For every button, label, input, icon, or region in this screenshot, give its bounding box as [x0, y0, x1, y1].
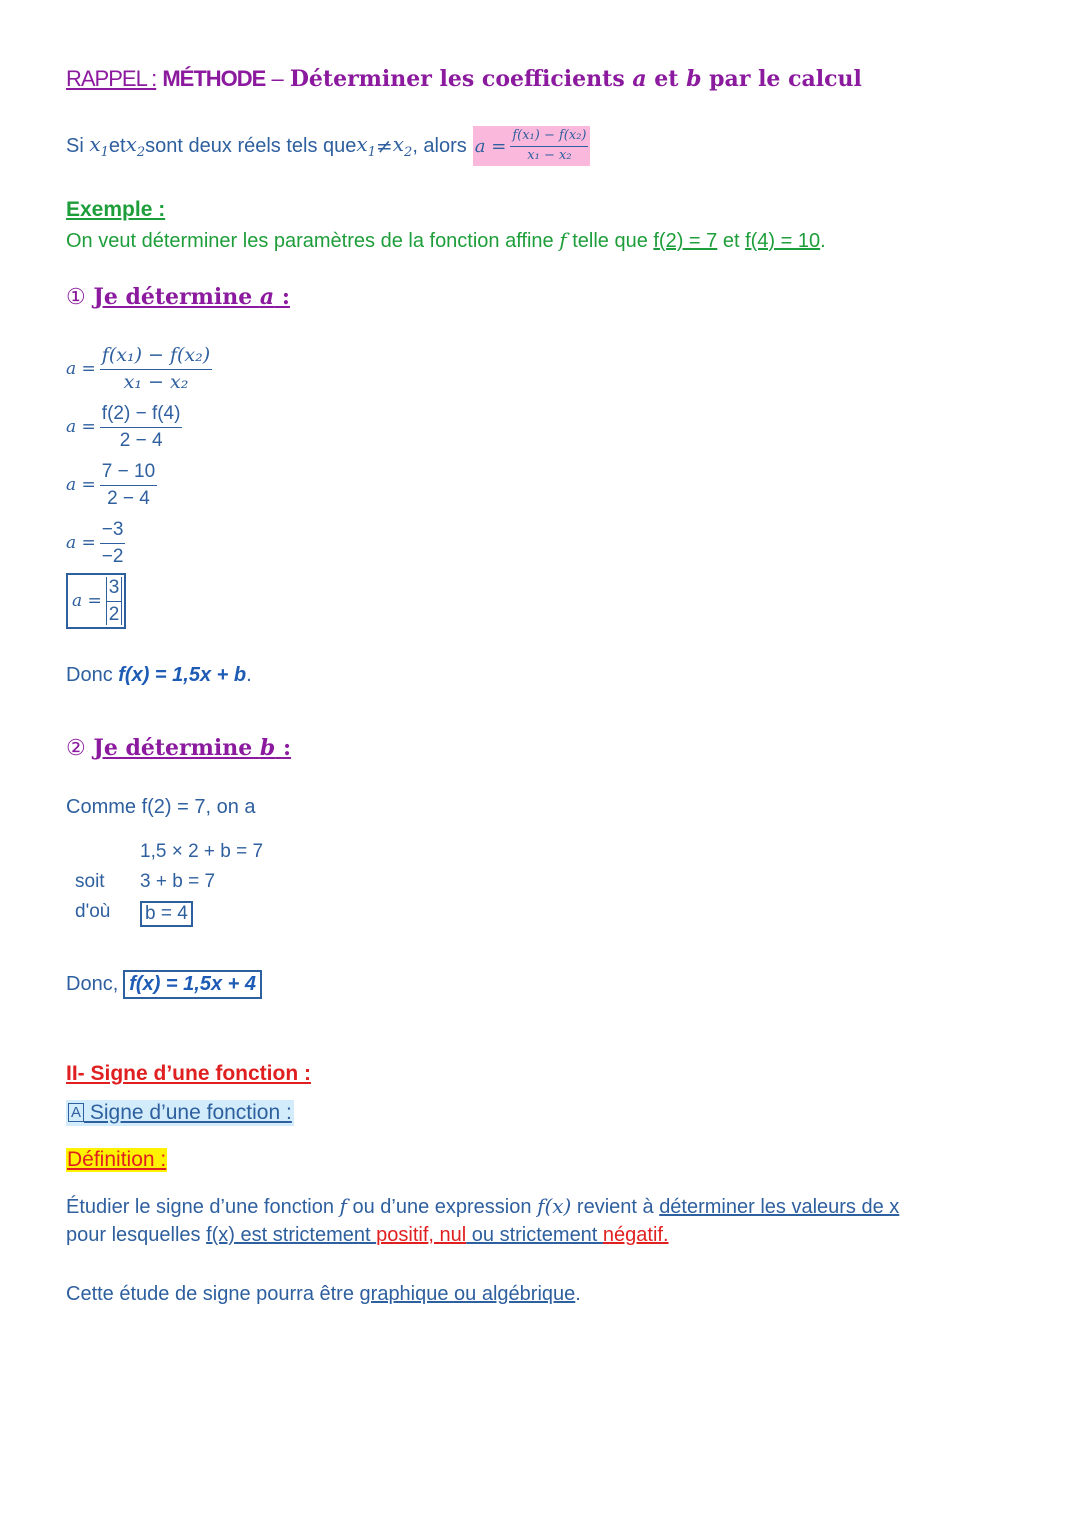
calc-b-dou: d'où	[75, 901, 111, 922]
calc-b-soit: soit	[75, 871, 105, 892]
ineq-x1-letter: x	[356, 132, 368, 156]
donc1-text: Donc	[66, 664, 119, 686]
example-text2: telle que	[566, 230, 654, 252]
example-dot: .	[820, 230, 826, 252]
example-f: f	[559, 228, 567, 252]
calc-a-fraction	[100, 403, 183, 452]
step1-var: a	[259, 284, 275, 310]
x1-letter: x	[89, 132, 101, 156]
def-u1: déterminer les valeurs de x	[659, 1196, 900, 1218]
def-t3: revient à	[571, 1196, 660, 1218]
rule-rest: sont deux réels tels que	[145, 134, 357, 157]
step2-var: b	[259, 735, 276, 761]
calc-a-lhs: a =	[66, 417, 96, 437]
def-t2: ou d’une expression	[346, 1196, 538, 1218]
calc-a-row	[66, 514, 212, 572]
var-x1	[89, 132, 109, 160]
step2-number: ②	[66, 736, 86, 761]
donc1-line	[66, 664, 252, 687]
calc-a-num: 7 − 10	[100, 461, 157, 486]
title-method: MÉTHODE	[162, 66, 266, 91]
def-u2a: f(x) est strictement	[206, 1224, 377, 1246]
def-comma: ,	[428, 1224, 440, 1246]
step2-label: Je détermine	[93, 735, 260, 761]
formula-fraction	[510, 129, 588, 164]
def-t4: pour lesquelles	[66, 1224, 207, 1246]
step1-number: ①	[66, 285, 86, 310]
calc-a-den: 2	[108, 603, 120, 625]
title-dash: –	[265, 66, 290, 91]
def-positif: positif	[376, 1224, 429, 1246]
donc2-text: Donc,	[66, 973, 119, 995]
rule-et: et	[108, 134, 126, 157]
section2-subtitle	[66, 1100, 294, 1126]
calc-a-lhs: a =	[72, 591, 102, 611]
calc-a-fraction	[100, 519, 126, 568]
study-underlined: graphique ou algébrique	[359, 1283, 576, 1305]
ineq-x2-letter: x	[392, 132, 405, 156]
title-var-b: b	[686, 66, 702, 92]
calc-a-row	[66, 340, 212, 398]
calc-a-fraction	[106, 577, 123, 626]
ineq-x2-sub: 2	[404, 145, 413, 160]
calc-a-row	[66, 456, 212, 514]
def-fx: f(x)	[537, 1194, 572, 1218]
formula-den: x₁ − x₂	[527, 147, 572, 163]
calc-a-block	[66, 340, 212, 630]
donc1-expr: f(x) = 1,5x + b	[118, 664, 247, 686]
step2-label-wrap	[93, 735, 291, 761]
title-text-a: Déterminer les coefficients	[289, 66, 633, 92]
rule-si: Si	[66, 134, 84, 157]
calc-a-result	[66, 572, 212, 630]
calc-a-lhs: a =	[66, 533, 96, 553]
calc-a-num: 3	[107, 577, 122, 602]
x1-sub: 1	[100, 145, 109, 160]
study-t1: Cette étude de signe pourra être	[66, 1283, 360, 1305]
example-et: et	[717, 230, 746, 252]
x2-letter: x	[125, 132, 137, 156]
letter-a-box: A	[68, 1103, 84, 1122]
rule-line	[66, 126, 590, 166]
calc-a-num: f(2) − f(4)	[100, 403, 183, 428]
title-text-end: par le calcul	[701, 66, 862, 92]
calc-a-row	[66, 398, 212, 456]
definition-line2	[66, 1224, 669, 1247]
var-x2	[126, 132, 146, 160]
step2-heading	[66, 735, 291, 761]
donc2-line	[66, 970, 262, 999]
calc-a-num: f(x₁) − f(x₂)	[100, 345, 212, 370]
donc2-expr-box: f(x) = 1,5x + 4	[123, 970, 262, 999]
calc-a-lhs: a =	[66, 359, 96, 379]
definition-line1	[66, 1194, 899, 1219]
calc-a-num: −3	[100, 519, 126, 544]
step1-heading	[66, 284, 290, 310]
calc-a-fraction	[100, 461, 157, 510]
step1-label: Je détermine	[93, 284, 260, 310]
rule-alors: , alors	[412, 134, 467, 157]
subtitle-text: Signe d’une fonction :	[84, 1101, 292, 1124]
def-dot: .	[662, 1224, 669, 1246]
calc-a-den: 2 − 4	[107, 487, 150, 509]
calc-a-result-box	[66, 573, 126, 630]
example-label: Exemple :	[66, 198, 166, 221]
title-var-a: a	[632, 66, 647, 92]
formula-num: f(x₁) − f(x₂)	[510, 129, 588, 147]
def-u2b: ou strictement	[466, 1224, 603, 1246]
step1-colon: :	[274, 284, 290, 310]
neq-sign: ≠	[375, 134, 393, 158]
x2-sub: 2	[136, 145, 146, 160]
example-text1: On veut déterminer les paramètres de la fonction affine	[66, 230, 560, 252]
donc1-dot: .	[246, 664, 252, 686]
def-f: f	[339, 1194, 347, 1218]
calc-a-den: −2	[101, 545, 124, 567]
def-t1: Étudier le signe d’une fonction	[66, 1196, 340, 1218]
calc-a-den: x₁ − x₂	[123, 370, 189, 393]
ineq-x2	[393, 132, 413, 160]
calc-b-line1: 1,5 × 2 + b = 7	[140, 841, 264, 862]
section2-title: II- Signe d’une fonction :	[66, 1062, 311, 1085]
definition-label: Définition :	[67, 1148, 167, 1171]
step2-colon: :	[275, 735, 292, 761]
step1-label-wrap	[93, 284, 290, 310]
formula-highlight	[473, 126, 591, 166]
def-nul: nul	[439, 1224, 467, 1246]
example-text	[66, 228, 826, 253]
ineq-x1	[356, 132, 376, 160]
formula-lhs: a =	[474, 135, 507, 157]
example-cond1: f(2) = 7	[653, 230, 718, 252]
calc-a-lhs: a =	[66, 475, 96, 495]
example-cond2: f(4) = 10	[745, 230, 821, 252]
calc-b-result: b = 4	[140, 901, 193, 927]
calc-b-intro: Comme f(2) = 7, on a	[66, 796, 256, 818]
calc-a-fraction	[100, 345, 212, 394]
def-negatif: négatif	[602, 1224, 663, 1246]
title-text-et: et	[646, 66, 687, 92]
title-prefix: RAPPEL :	[66, 66, 157, 91]
calc-b-line2: 3 + b = 7	[140, 871, 216, 892]
calc-a-den: 2 − 4	[119, 429, 163, 451]
ineq-x1-sub: 1	[367, 145, 376, 160]
page-title	[66, 66, 862, 92]
study-dot: .	[575, 1283, 581, 1305]
study-line	[66, 1283, 581, 1306]
